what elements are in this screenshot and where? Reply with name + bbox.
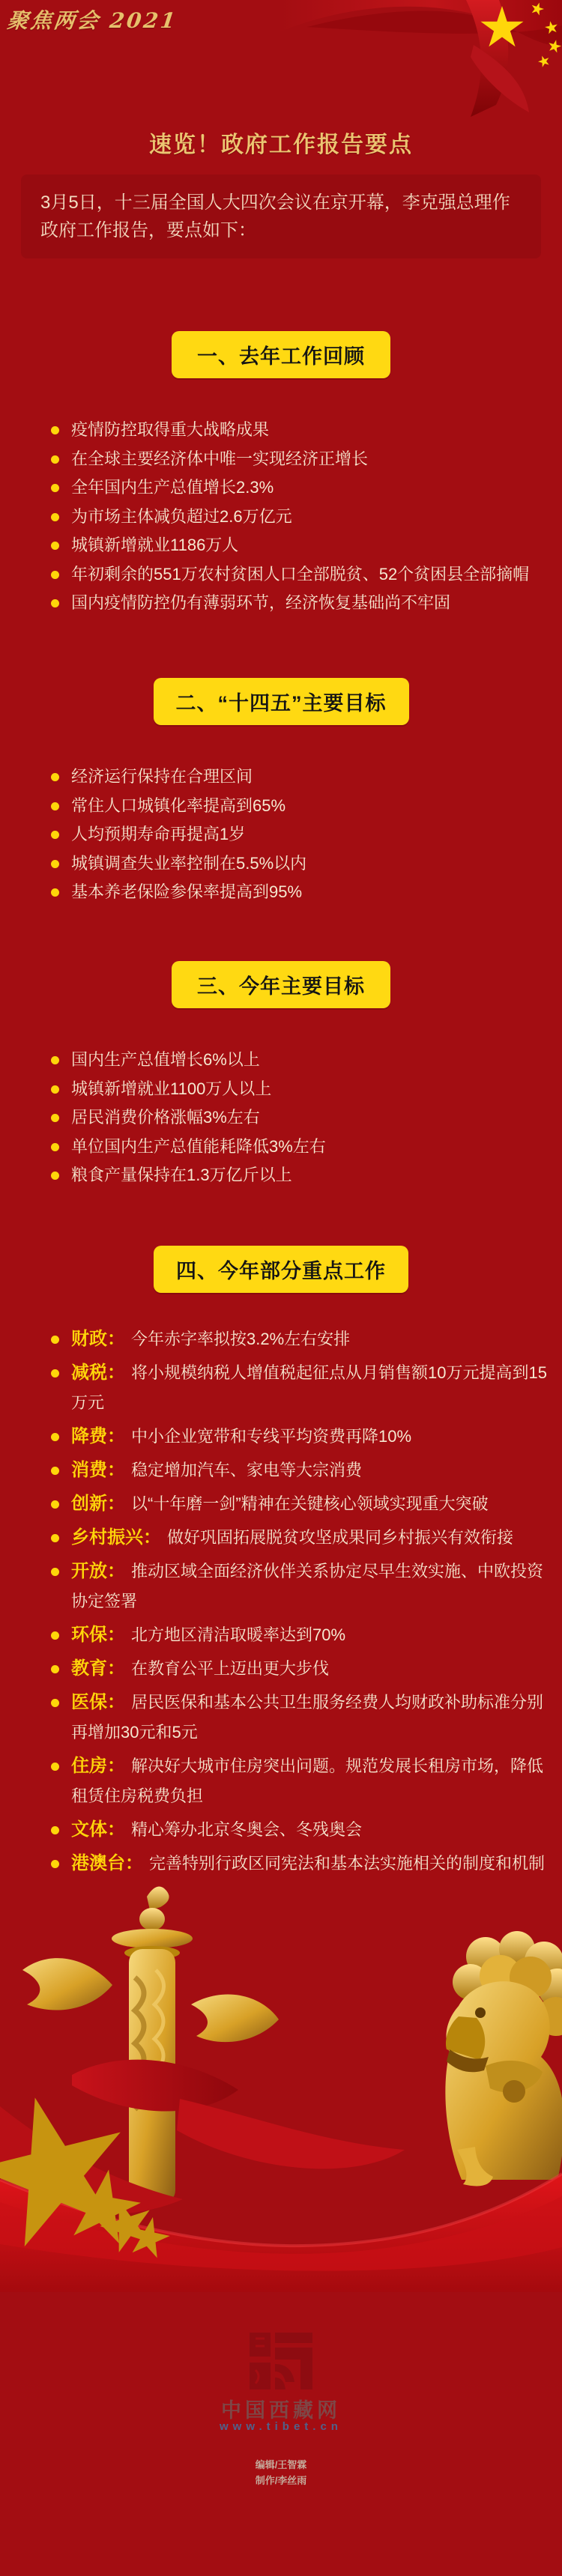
item-text: 疫情防控取得重大战略成果 — [71, 420, 270, 439]
list-item — [71, 1523, 549, 1553]
intro-text: 3月5日，十三届全国人大四次会议在京开幕，李克强总理作政府工作报告，要点如下： — [40, 193, 510, 240]
item-text: 单位国内生产总值能耗降低3%左右 — [71, 1136, 326, 1156]
list-item — [71, 1046, 549, 1075]
bullet-dot-icon — [51, 599, 59, 607]
list-item — [71, 878, 549, 907]
bullet-dot-icon — [51, 773, 59, 781]
section-title: 一、去年工作回顾 — [172, 331, 390, 378]
list-item — [71, 1688, 549, 1748]
bullet-dot-icon — [51, 1172, 59, 1180]
bullet-dot-icon — [51, 1500, 59, 1509]
item-label: 减税： — [71, 1363, 125, 1383]
intro-box — [21, 175, 541, 258]
item-text: 国内生产总值增长6%以上 — [71, 1050, 260, 1069]
bullet-dot-icon — [51, 1056, 59, 1064]
credit-producer: 制作/李丝雨 — [255, 2475, 307, 2486]
item-text: 年初剩余的551万农村贫困人口全部脱贫、52个贫困县全部摘帽 — [71, 564, 530, 584]
item-text: 基本养老保险参保率提高到95% — [71, 882, 303, 901]
section-title: 四、今年部分重点工作 — [154, 1246, 408, 1293]
list-item — [71, 560, 549, 590]
item-text: 精心筹办北京冬奥会、冬残奥会 — [131, 1820, 363, 1839]
list-item — [71, 1133, 549, 1162]
list-item — [71, 1849, 549, 1879]
bullet-dot-icon — [51, 455, 59, 464]
page-title: 速览！政府工作报告要点 — [149, 133, 413, 158]
bullet-dot-icon — [51, 542, 59, 550]
section-1 — [0, 331, 562, 618]
section-3 — [0, 961, 562, 1190]
item-text: 以“十年磨一剑”精神在关键核心领域实现重大突破 — [131, 1494, 489, 1513]
list-item — [71, 1103, 549, 1133]
bullet-dot-icon — [51, 426, 59, 434]
bullet-dot-icon — [51, 1631, 59, 1640]
bullet-dot-icon — [51, 1085, 59, 1094]
bullet-dot-icon — [51, 571, 59, 579]
section-2 — [0, 678, 562, 907]
item-label: 乡村振兴： — [71, 1527, 161, 1548]
item-text: 将小规模纳税人增值税起征点从月销售额10万元提高到15万元 — [71, 1363, 547, 1412]
list-item — [71, 416, 549, 445]
credit-editor: 编辑/王智霖 — [255, 2459, 307, 2470]
item-label: 住房： — [71, 1756, 125, 1776]
bullet-dot-icon — [51, 1699, 59, 1707]
item-text: 在全球主要经济体中唯一实现经济正增长 — [71, 449, 369, 468]
bullet-dot-icon — [51, 1114, 59, 1122]
site-url: www.tibet.cn — [220, 2420, 342, 2433]
item-label: 降费： — [71, 1426, 125, 1446]
item-text: 城镇调查失业率控制在5.5%以内 — [71, 853, 307, 873]
item-text: 城镇新增就业1100万人以上 — [71, 1079, 272, 1098]
bullet-dot-icon — [51, 1860, 59, 1868]
bullet-dot-icon — [51, 1534, 59, 1542]
bullet-dot-icon — [51, 484, 59, 492]
item-text: 常住人口城镇化率提高到65% — [71, 795, 286, 815]
list-item — [71, 1815, 549, 1845]
list-item — [71, 763, 549, 792]
item-label: 文体： — [71, 1819, 125, 1840]
credits — [0, 2457, 562, 2488]
tibet-cn-logo — [245, 2331, 317, 2391]
item-text: 国内疫情防控仍有薄弱环节，经济恢复基础尚不牢固 — [71, 593, 451, 612]
list-item — [71, 820, 549, 849]
item-text: 人均预期寿命再提高1岁 — [71, 825, 246, 843]
bullet-dot-icon — [51, 1336, 59, 1344]
item-label: 创新： — [71, 1494, 125, 1514]
list-item — [71, 1557, 549, 1616]
bullet-dot-icon — [51, 1143, 59, 1151]
bullet-dot-icon — [51, 831, 59, 839]
item-label: 港澳台： — [71, 1853, 143, 1873]
china-flag-icon — [277, 0, 562, 127]
two-sessions-badge: 聚焦两会 2021 — [5, 8, 179, 33]
item-text: 稳定增加汽车、家电等大宗消费 — [131, 1461, 363, 1479]
list-item — [71, 1654, 549, 1684]
list-item — [71, 792, 549, 821]
list-item — [71, 531, 549, 560]
bullet-dot-icon — [51, 802, 59, 810]
section-item-list — [0, 763, 562, 907]
section-item-list — [0, 416, 562, 618]
section-title: 三、今年主要目标 — [172, 961, 390, 1008]
list-item — [71, 1075, 549, 1104]
bullet-dot-icon — [51, 1665, 59, 1673]
item-text: 经济运行保持在合理区间 — [71, 767, 253, 786]
item-text: 粮食产量保持在1.3万亿斤以上 — [71, 1166, 292, 1184]
list-item — [71, 1751, 549, 1811]
bullet-dot-icon — [51, 1369, 59, 1378]
section-item-list — [0, 1046, 562, 1190]
item-text: 城镇新增就业1186万人 — [71, 536, 239, 554]
list-item — [71, 849, 549, 879]
item-label: 医保： — [71, 1692, 125, 1712]
list-item — [71, 1620, 549, 1650]
list-item — [71, 445, 549, 474]
item-text: 做好巩固拓展脱贫攻坚成果同乡村振兴有效衔接 — [167, 1528, 514, 1547]
item-text: 今年赤字率拟按3.2%左右安排 — [131, 1330, 351, 1348]
item-text: 居民消费价格涨幅3%左右 — [71, 1108, 260, 1127]
list-item — [71, 1161, 549, 1190]
list-item — [71, 473, 549, 503]
section-item-list — [0, 1324, 562, 1879]
list-item — [71, 1422, 549, 1452]
item-label: 教育： — [71, 1658, 125, 1679]
list-item — [71, 1358, 549, 1418]
bullet-dot-icon — [51, 1826, 59, 1834]
list-item — [71, 1324, 549, 1354]
bullet-dot-icon — [51, 1568, 59, 1576]
bullet-dot-icon — [51, 860, 59, 868]
item-label: 环保： — [71, 1625, 125, 1645]
item-label: 消费： — [71, 1460, 125, 1480]
item-label: 开放： — [71, 1561, 125, 1581]
bullet-dot-icon — [51, 513, 59, 521]
item-label: 财政： — [71, 1329, 125, 1349]
bottom-decoration — [0, 1828, 562, 2292]
golden-lion-illustration — [445, 1931, 562, 2186]
item-text: 北方地区清洁取暖率达到70% — [131, 1625, 346, 1644]
item-text: 中小企业宽带和专线平均资费再降10% — [131, 1427, 412, 1446]
item-text: 居民医保和基本公共卫生服务经费人均财政补助标准分别再增加30元和5元 — [71, 1693, 544, 1742]
item-text: 在教育公平上迈出更大步伐 — [131, 1659, 330, 1678]
item-text: 完善特别行政区同宪法和基本法实施相关的制度和机制 — [149, 1854, 546, 1873]
site-name: 中国西藏网 — [221, 2399, 341, 2422]
section-title: 二、“十四五”主要目标 — [154, 678, 409, 725]
list-item — [71, 589, 549, 618]
list-item — [71, 1455, 549, 1485]
bullet-dot-icon — [51, 1763, 59, 1771]
item-text: 解决好大城市住房突出问题。规范发展长租房市场，降低租赁住房税费负担 — [71, 1757, 544, 1805]
item-text: 为市场主体减负超过2.6万亿元 — [71, 506, 292, 526]
list-item — [71, 503, 549, 532]
item-text: 推动区域全面经济伙伴关系协定尽早生效实施、中欧投资协定签署 — [71, 1562, 544, 1610]
item-text: 全年国内生产总值增长2.3% — [71, 478, 274, 497]
bullet-dot-icon — [51, 1433, 59, 1441]
section-4 — [0, 1246, 562, 1882]
list-item — [71, 1489, 549, 1519]
bullet-dot-icon — [51, 1467, 59, 1475]
bullet-dot-icon — [51, 888, 59, 897]
